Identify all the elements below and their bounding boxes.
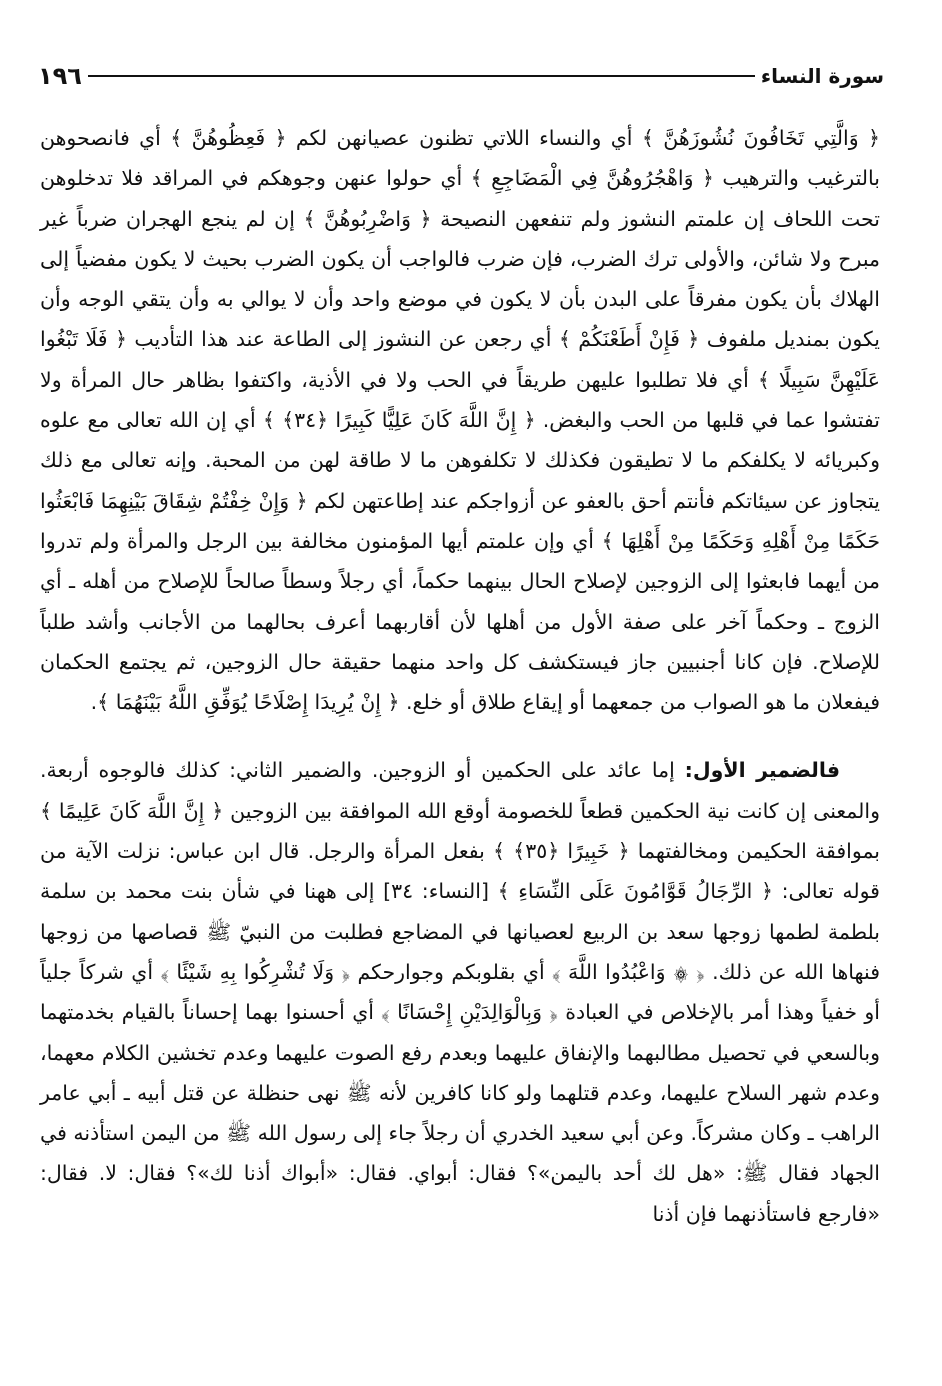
paragraph-gap bbox=[40, 722, 880, 750]
page-header bbox=[30, 58, 884, 94]
paragraph-1: ﴿ وَالَّتِي تَخَافُونَ نُشُوزَهُنَّ ﴾ أي والنساء اللاتي تظنون عصيانهن لكم ﴿ فَعِظُوهُنَّ ﴾ أي فانصحوهن بالترغيب والترهيب ﴿ وَاهْجُرُوهُنَّ فِي الْمَضَاجِعِ ﴾ أي حولوا عنهن وجوهكم في المراقد فلا تدخلوهن تحت اللحاف إن علمتم النشوز ولم تنفعهن النصيحة ﴿ وَاضْرِبُوهُنَّ ﴾ إن لم ينجع الهجران ضرباً غير مبرح ولا شائن، والأولى ترك الضرب، فإن ضرب فالواجب أن يكون الضرب بحيث لا يكون مفضياً إلى الهلاك بأن يكون مفرقاً على البدن بأن لا يكون في موضع واحد وأن لا يوالي به وأن يتقي الوجه وأن يكون بمنديل ملفوف ﴿ فَإِنْ أَطَعْنَكُمْ ﴾ أي رجعن عن النشوز إلى الطاعة عند هذا التأديب ﴿ فَلَا تَبْغُوا عَلَيْهِنَّ سَبِيلًا ﴾ أي فلا تطلبوا عليهن طريقاً في الحب ولا في الأذية، واكتفوا بظاهر حال المرأة ولا تفتشوا عما في قلبها من الحب والبغض. ﴿ إِنَّ اللَّهَ كَانَ عَلِيًّا كَبِيرًا ﴿٣٤﴾ ﴾ أي إن الله تعالى مع علوه وكبريائه لا يكلفكم ما لا تطيقون فكذلك لا تكلفوهن ما لا طاقة لهن من المحبة. وإنه تعالى مع ذلك يتجاوز عن سيئاتكم فأنتم أحق بالعفو عن أزواجكم عند إطاعتهن لكم ﴿ وَإِنْ خِفْتُمْ شِقَاقَ بَيْنِهِمَا فَابْعَثُوا حَكَمًا مِنْ أَهْلِهِ وَحَكَمًا مِنْ أَهْلِهَا ﴾ أي وإن علمتم أيها المؤمنون مخالفة بين الرجل والمرأة ولم تدروا من أيهما فابعثوا إلى الزوجين لإصلاح الحال بينهما حكماً، أي رجلاً وسطاً صالحاً للإصلاح من أهله ـ أي الزوج ـ وحكماً آخر على صفة الأول من أهلها لأن أقاربهما أعرف بحالهما من الأجانب وأشد طلباً للإصلاح. فإن كانا أجنبيين جاز فيستكشف كل واحد منهما حقيقة حال الزوجين، ثم يجتمع الحكمان فيفعلان ما هو الصواب من جمعهما أو إيقاع طلاق أو خلع. ﴿ إِنْ يُرِيدَا إِصْلَاحًا يُوَفِّقِ اللَّهُ بَيْنَهُمَا ﴾. bbox=[40, 126, 881, 715]
page-body bbox=[40, 118, 880, 1234]
header-rule bbox=[88, 75, 755, 77]
paragraph-2 bbox=[40, 750, 880, 1234]
page-number: ١٩٦ bbox=[38, 62, 82, 90]
paragraph-2-lead: فالضمير الأول: bbox=[684, 758, 840, 783]
surah-title: سورة النساء bbox=[760, 64, 884, 88]
paragraph-2-text: إما عائد على الحكمين أو الزوجين. والضمير الثاني: كذلك فالوجوه أربعة. والمعنى إن كانت نية الحكمين قطعاً للخصومة أوقع الله الموافقة بين الزوجين ﴿ إِنَّ اللَّهَ كَانَ عَلِيمًا ﴾ بموافقة الحكيمن ومخالفتهما ﴿ خَبِيرًا ﴿٣٥﴾ ﴾ بفعل المرأة والرجل. قال ابن عباس: نزلت الآية من قوله تعالى: ﴿ الرِّجَالُ قَوَّامُونَ عَلَى النِّسَاءِ ﴾ [النساء: ٣٤] إلى ههنا في شأن بنت محمد بن سلمة بلطمة لطمها زوجها سعد بن الربيع لعصيانها في المضاجع فطلبت من النبيّ ﷺ قصاصها من زوجها فنهاها الله عن ذلك. ﴿ ۞ وَاعْبُدُوا اللَّهَ ﴾ أي بقلوبكم وجوارحكم ﴿ وَلَا تُشْرِكُوا بِهِ شَيْئًا ﴾ أي شركاً جلياً أو خفياً وهذا أمر بالإخلاص في العبادة ﴿ وَبِالْوَالِدَيْنِ إِحْسَانًا ﴾ أي أحسنوا بهما إحساناً بالقيام بخدمتهما وبالسعي في تحصيل مطالبهما والإنفاق عليهما وبعدم رفع الصوت عليهما وعدم تخشين الكلام معهما، وعدم شهر السلاح عليهما، وعدم قتلهما ولو كانا كافرين لأنه ﷺ نهى حنظلة عن قتل أبيه ـ أبي عامر الراهب ـ وكان مشركاً. وعن أبي سعيد الخدري أن رجلاً جاء إلى رسول الله ﷺ من اليمن استأذنه في الجهاد فقال ﷺ: «هل لك أحد باليمن»؟ فقال: أبواي. فقال: «أبواك أذنا لك»؟ فقال: لا. فقال: «فارجع فاستأذنهما فإن أذنا bbox=[40, 758, 880, 1226]
